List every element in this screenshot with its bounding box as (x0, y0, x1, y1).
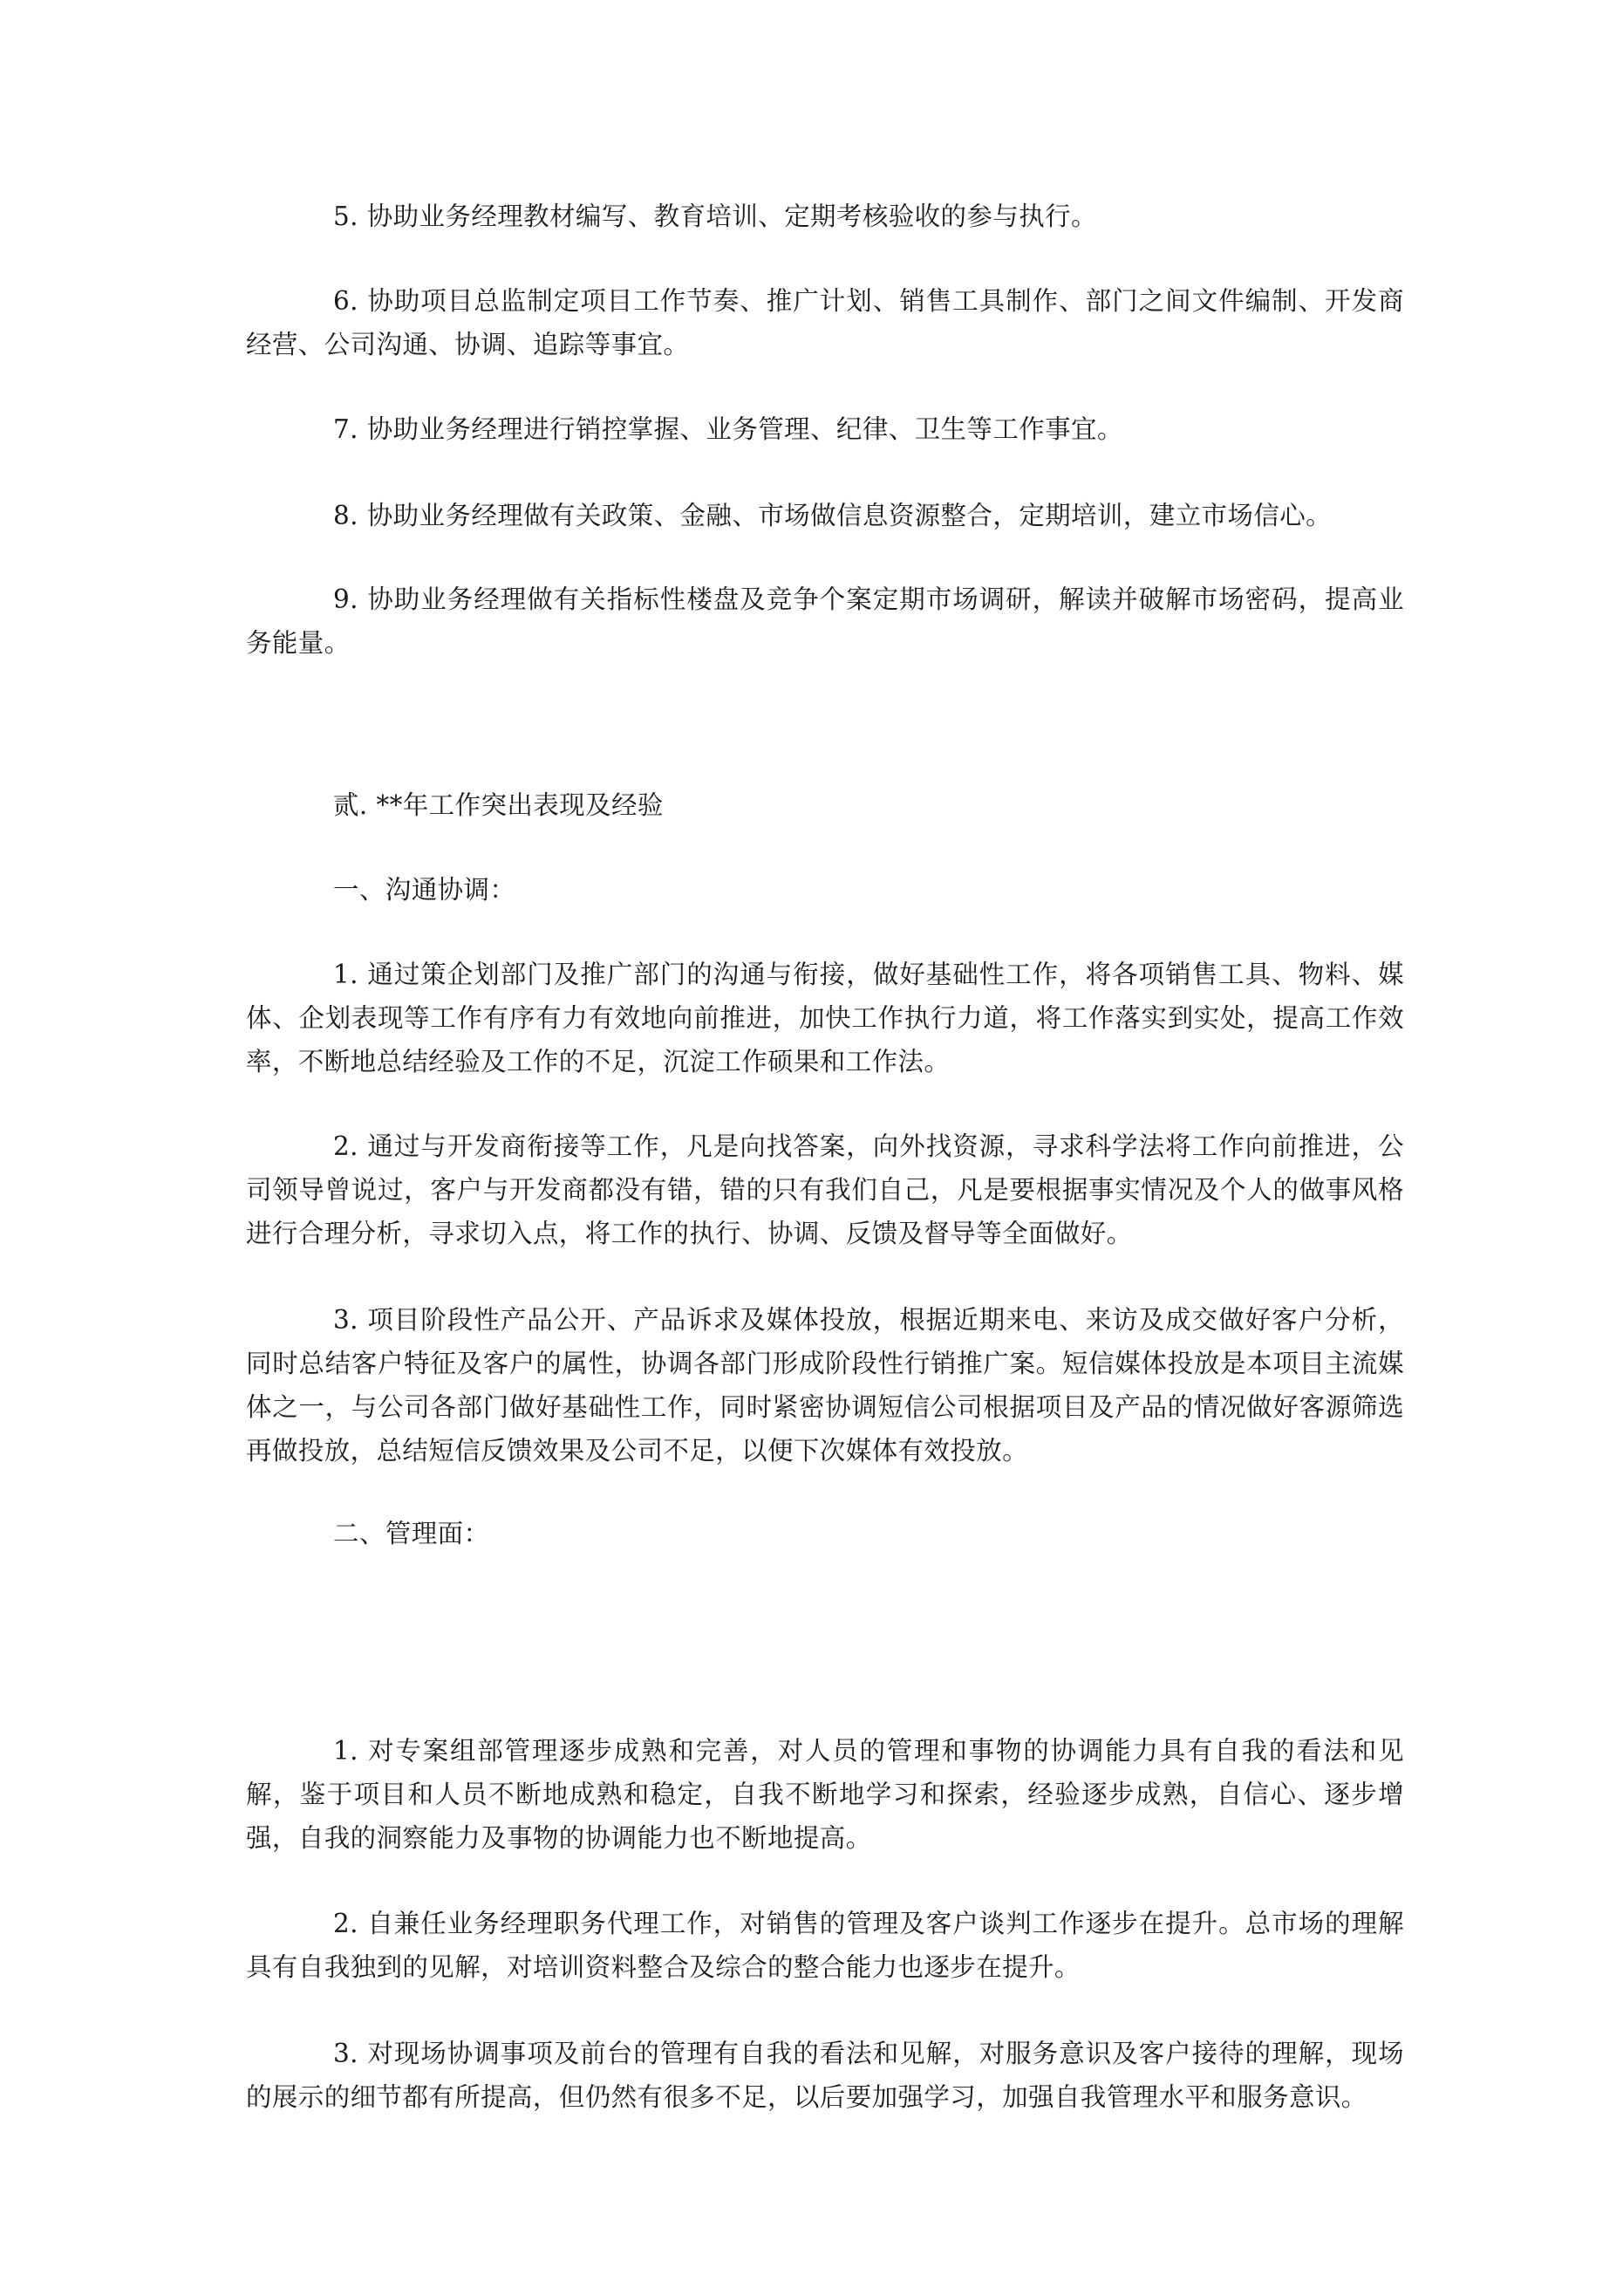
document-page (246, 0, 1404, 2296)
paragraph-management-1: 1. 对专案组部管理逐步成熟和完善，对人员的管理和事物的协调能力具有自我的看法和见解，鉴于项目和人员不断地成熟和稳定，自我不断地学习和探索，经验逐步成熟，自信心、逐步增强，自我的洞察能力及事物的协调能力也不断地提高。 (246, 1736, 1404, 1853)
paragraph-communication-2: 2. 通过与开发商衔接等工作，凡是向找答案，向外找资源，寻求科学法将工作向前推进，公司领导曾说过，客户与开发商都没有错，错的只有我们自己，凡是要根据事实情况及个人的做事风格进行合理分析，寻求切入点，将工作的执行、协调、反馈及督导等全面做好。 (246, 1131, 1404, 1248)
paragraph-7: 7. 协助业务经理进行销控掌握、业务管理、纪律、卫生等工作事宜。 (333, 414, 1123, 444)
paragraph-6: 6. 协助项目总监制定项目工作节奏、推广计划、销售工具制作、部门之间文件编制、开发商经营、公司沟通、协调、追踪等事宜。 (246, 286, 1404, 359)
paragraph-management-3: 3. 对现场协调事项及前台的管理有自我的看法和见解，对服务意识及客户接待的理解，现场的展示的细节都有所提高，但仍然有很多不足，以后要加强学习，加强自我管理水平和服务意识。 (246, 2039, 1404, 2112)
paragraph-management-2: 2. 自兼任业务经理职务代理工作，对销售的管理及客户谈判工作逐步在提升。总市场的理解具有自我独到的见解，对培训资料整合及综合的整合能力也逐步在提升。 (246, 1909, 1404, 1982)
paragraph-8: 8. 协助业务经理做有关政策、金融、市场做信息资源整合，定期培训，建立市场信心。 (333, 501, 1333, 530)
paragraph-9: 9. 协助业务经理做有关指标性楼盘及竞争个案定期市场调研，解读并破解市场密码，提高业务能量。 (246, 584, 1404, 658)
paragraph-communication-3: 3. 项目阶段性产品公开、产品诉求及媒体投放，根据近期来电、来访及成交做好客户分析，同时总结客户特征及客户的属性，协调各部门形成阶段性行销推广案。短信媒体投放是本项目主流媒体之一，与公司各部门做好基础性工作，同时紧密协调短信公司根据项目及产品的情况做好客源筛选再做投放，总结短信反馈效果及公司不足，以便下次媒体有效投放。 (246, 1305, 1404, 1466)
subheading-communication: 一、沟通协调： (333, 875, 516, 905)
section-heading-2: 贰. **年工作突出表现及经验 (333, 790, 664, 820)
subheading-management: 二、管理面： (333, 1519, 490, 1548)
paragraph-5: 5. 协助业务经理教材编写、教育培训、定期考核验收的参与执行。 (333, 202, 1097, 231)
paragraph-communication-1: 1. 通过策企划部门及推广部门的沟通与衔接，做好基础性工作，将各项销售工具、物料、媒体、企划表现等工作有序有力有效地向前推进，加快工作执行力道，将工作落实到实处，提高工作效率，不断地总结经验及工作的不足，沉淀工作硕果和工作法。 (246, 960, 1404, 1076)
